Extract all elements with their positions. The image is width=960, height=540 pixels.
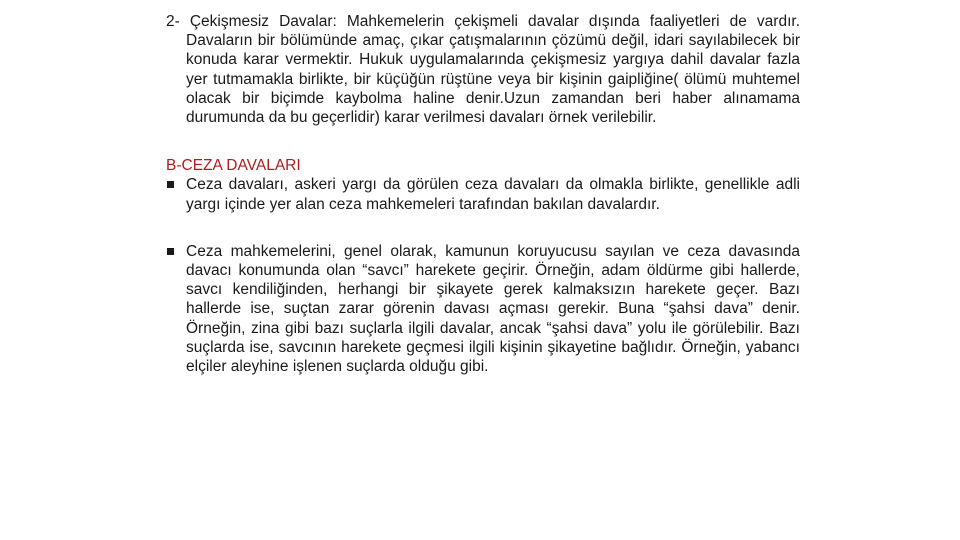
square-bullet-icon <box>167 248 174 255</box>
spacer <box>166 214 800 242</box>
bullet-item-text: Ceza davaları, askeri yargı da görülen ceza davaları da olmakla birlikte, genellikle adli yargı içinde yer alan ceza mahkemeleri tarafından bakılan davalardır. <box>186 176 800 213</box>
slide-content <box>166 12 800 376</box>
section-title: B-CEZA DAVALARI <box>166 157 301 175</box>
spacer <box>166 127 800 156</box>
bullet-item-text: Ceza mahkemelerini, genel olarak, kamunun koruyucusu sayılan ve ceza davasında davacı konumunda olan “savcı” harekete geçirir. Örneğin, adam öldürme gibi hallerde, savcı kendiliğinden, herhangi bir şikayete gerek kalmaksızın harekete geçer. Bazı hallerde ise, suçtan zarar görenin davası açması gerekir. Buna “şahsi dava” denir. Örneğin, zina gibi bazı suçlarla ilgili davalar, ancak “şahsi dava” yolu ile görülebilir. Bazı suçlarda ise, savcının harekete geçmesi ilgili kişinin şikayetine bağlıdır. Örneğin, yabancı elçiler aleyhine işlenen suçlarda olduğu gibi. <box>186 242 800 376</box>
item-2-paragraph: 2- Çekişmesiz Davalar: Mahkemelerin çekişmeli davalar dışında faaliyetleri de vardır. Davaların bir bölümünde amaç, çıkar çatışmalarının çözümü değil, idari sayılabilecek bir konuda karar vermektir. Hukuk uygulamalarında çekişmesiz yargıya dahil davalar fazla yer tutmamakla birlikte, bir küçüğün rüştüne veya bir kişinin gaipliğine( ölümü muhtemel olacak bir biçimde kaybolma haline denir.Uzun zamandan beri haber alınamama durumunda da bu geçerlidir) karar verilmesi davaları örnek verilebilir. <box>166 13 800 127</box>
bullet-item-2 <box>166 242 800 376</box>
bullet-item-1 <box>166 175 800 213</box>
square-bullet-icon <box>167 181 174 188</box>
